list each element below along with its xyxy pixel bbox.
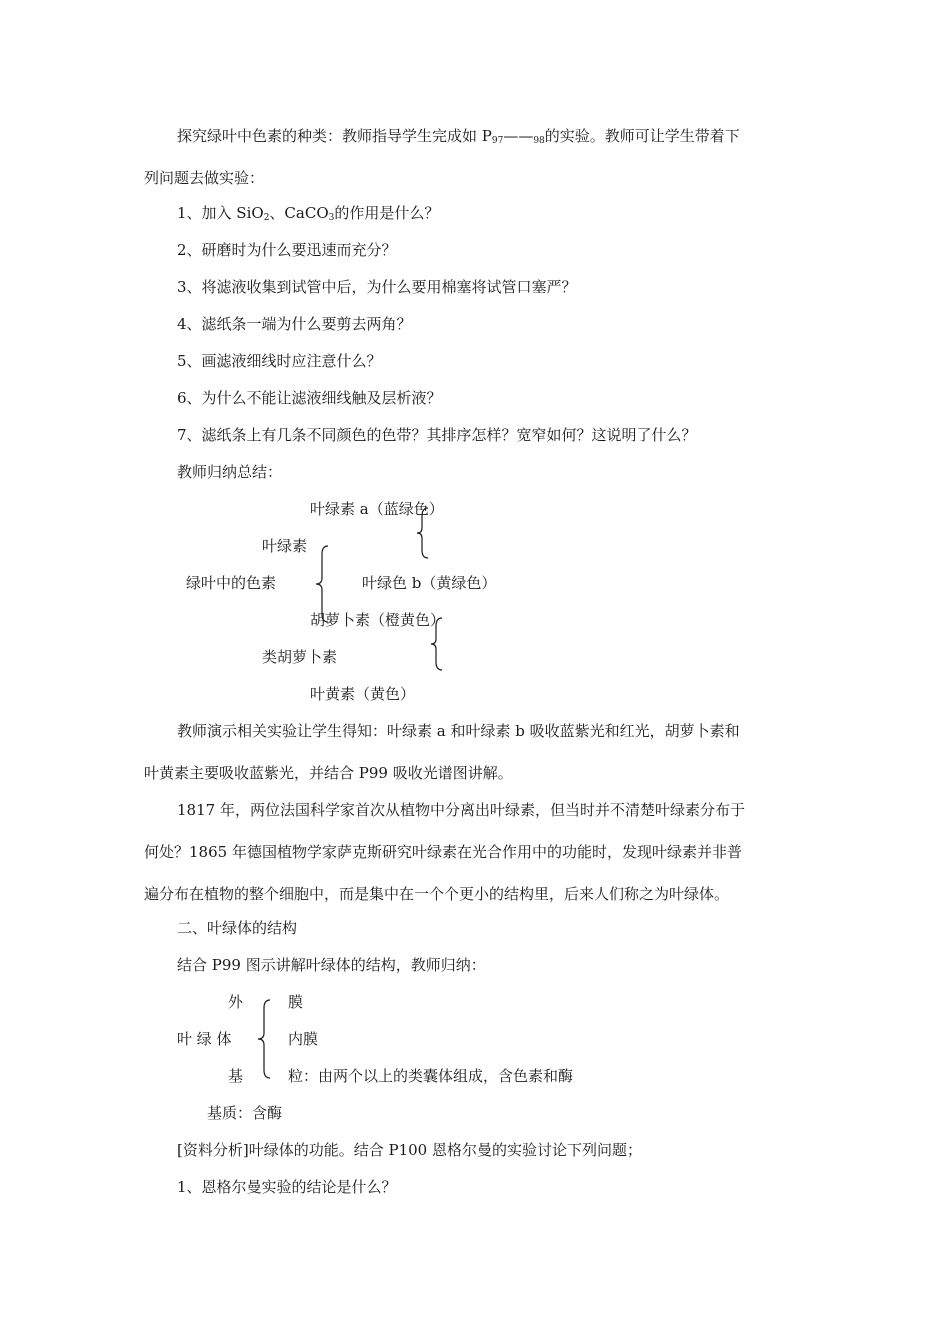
history-line-2: 何处？1865 年德国植物学家萨克斯研究叶绿素在光合作用中的功能时，发现叶绿素并非普 bbox=[144, 843, 742, 861]
pigment-carotenoids: 类胡萝卜素 bbox=[262, 648, 338, 666]
q1-sub-1: 2 bbox=[263, 213, 270, 223]
q1-sub-2: 3 bbox=[328, 213, 335, 223]
chloroplast-root: 叶 绿 体 bbox=[177, 1030, 232, 1048]
chloroplast-outer-left: 外 bbox=[228, 993, 244, 1011]
question-1 bbox=[177, 203, 439, 228]
pigment-xanthophyll: 叶黄素（黄色） bbox=[310, 685, 416, 703]
question-5: 5、画滤液细线时应注意什么？ bbox=[177, 352, 382, 370]
section2-title: 二、叶绿体的结构 bbox=[177, 919, 298, 937]
pigment-chl-a: 叶绿素 a（蓝绿色） bbox=[310, 500, 444, 518]
brace-carotenoids-icon bbox=[430, 616, 444, 672]
pigment-carotene: 胡萝卜素（橙黄色） bbox=[310, 611, 446, 629]
intro-line-2: 列问题去做实验： bbox=[144, 169, 265, 187]
brace-root-icon bbox=[314, 544, 330, 624]
summary-label: 教师归纳总结： bbox=[177, 463, 283, 481]
question-6: 6、为什么不能让滤液细线触及层析液？ bbox=[177, 389, 442, 407]
pigment-chlorophyll: 叶绿素 bbox=[262, 537, 308, 555]
history-line-3: 遍分布在植物的整个细胞中，而是集中在一个个更小的结构里，后来人们称之为叶绿体。 bbox=[144, 885, 730, 903]
intro-dash: —— bbox=[503, 127, 534, 145]
final-question: 1、恩格尔曼实验的结论是什么？ bbox=[177, 1178, 397, 1196]
intro-line-1 bbox=[177, 126, 740, 151]
chloroplast-inner: 内膜 bbox=[288, 1030, 319, 1048]
question-2: 2、研磨时为什么要迅速而充分？ bbox=[177, 241, 397, 259]
question-7: 7、滤纸条上有几条不同颜色的色带？其排序怎样？宽窄如何？这说明了什么？ bbox=[177, 426, 697, 444]
pigment-root: 绿叶中的色素 bbox=[186, 574, 277, 592]
brace-chloroplast-icon bbox=[256, 998, 272, 1080]
demo-line-2: 叶黄素主要吸收蓝紫光，并结合 P99 吸收光谱图讲解。 bbox=[144, 764, 513, 782]
question-4: 4、滤纸条一端为什么要剪去两角？ bbox=[177, 315, 412, 333]
page-sub-97: 97 bbox=[491, 136, 504, 146]
chloroplast-grana-right: 粒：由两个以上的类囊体组成，含色素和酶 bbox=[288, 1067, 574, 1085]
page-sub-98: 98 bbox=[533, 136, 545, 146]
analysis-line: [资料分析]叶绿体的功能。结合 P100 恩格尔曼的实验讨论下列问题； bbox=[177, 1141, 642, 1159]
q1-part-c: 的作用是什么？ bbox=[334, 204, 440, 222]
q1-part-b: 、CaCO bbox=[269, 204, 329, 222]
question-3: 3、将滤液收集到试管中后，为什么要用棉塞将试管口塞严？ bbox=[177, 278, 577, 296]
section2-intro: 结合 P99 图示讲解叶绿体的结构，教师归纳： bbox=[177, 956, 486, 974]
chloroplast-grana-left: 基 bbox=[228, 1067, 244, 1085]
demo-line-1: 教师演示相关实验让学生得知：叶绿素 a 和叶绿素 b 吸收蓝紫光和红光，胡萝卜素和 bbox=[177, 722, 740, 740]
intro-text-b: 的实验。教师可让学生带着下 bbox=[544, 127, 740, 145]
pigment-chl-b: 叶绿色 b（黄绿色） bbox=[362, 574, 497, 592]
chloroplast-stroma: 基质：含酶 bbox=[207, 1104, 283, 1122]
history-line-1: 1817 年，两位法国科学家首次从植物中分离出叶绿素，但当时并不清楚叶绿素分布于 bbox=[177, 801, 745, 819]
chloroplast-outer-right: 膜 bbox=[288, 993, 304, 1011]
intro-text-a: 探究绿叶中色素的种类：教师指导学生完成如 P bbox=[177, 127, 492, 145]
q1-part-a: 1、加入 SiO bbox=[177, 204, 264, 222]
brace-chlorophyll-icon bbox=[416, 506, 430, 560]
